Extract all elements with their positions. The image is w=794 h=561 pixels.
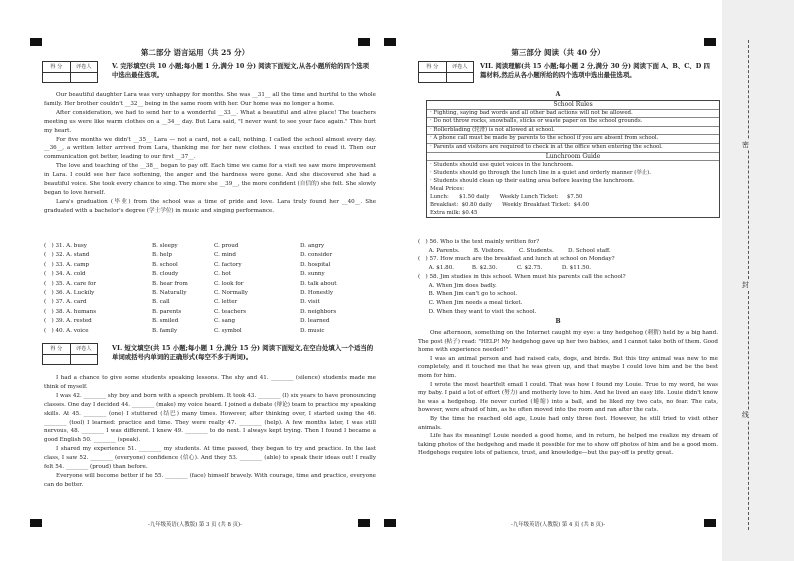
option-d[interactable]: D. neighbors xyxy=(300,308,337,315)
options-list xyxy=(44,242,376,336)
question-option: B. When Jim can't go to school. xyxy=(418,291,518,298)
option-row xyxy=(44,298,376,307)
right-page xyxy=(398,0,718,561)
question: ( ) 56. Who is the text mainly written for? xyxy=(418,239,540,245)
paragraph: Lara's graduation (毕业) from the school was a time of pride and love. Lara truly found her __40__. She graduated with a bachelor's degree (学士学位) in music and singing performance. xyxy=(44,198,376,214)
rule-item: · Fighting, saying bad words and all other bad actions will not be allowed. xyxy=(427,110,719,119)
option-d[interactable]: D. angry xyxy=(300,243,325,249)
grader-label: 评卷人 xyxy=(75,64,92,70)
left-page xyxy=(0,0,390,561)
option-d[interactable]: D. consider xyxy=(300,252,333,259)
paragraph: One afternoon, something on the Internet caught my eye: a tiny hedgehog (刺猬) held by a big hand. The post (帖子) read: "HELP! My hedgehog gave up her two babies, and I cannot take both of them. Good home with experience needed!" xyxy=(418,330,718,354)
rule-item: · Parents and visitors are required to check in at the office when entering the school. xyxy=(427,144,719,153)
option-b[interactable]: B. family xyxy=(152,327,178,334)
option-b[interactable]: B. cloudy xyxy=(152,271,179,278)
option-d[interactable]: D. visit xyxy=(300,299,320,306)
option-b[interactable]: B. sleepy xyxy=(152,243,178,249)
grader-label: 评卷人 xyxy=(451,64,468,70)
score-box xyxy=(42,61,98,83)
option-row xyxy=(44,317,376,326)
lunch-item: · Students should go through the lunch line in a quiet and orderly manner (举止). xyxy=(430,170,651,177)
paragraph: The love and teaching of the __38__ began to pay off. Each time we came for a visit we saw more improvement in Lara. I could see her face softening, the anger and the hardness were gone. And she discovered she had a beautiful voice. She took every chance to sing. The more she __39__, the more confident (自信的) she felt. She slowly began to love herself. xyxy=(44,163,376,196)
rule-item: · Do not throw rocks, snowballs, sticks or waste paper on the school grounds. xyxy=(427,118,719,127)
registration-mark xyxy=(704,38,716,46)
option-c[interactable]: C. Normally xyxy=(214,289,248,296)
school-rules-box xyxy=(426,100,720,218)
option-a[interactable]: ( ) 37. A. card xyxy=(44,299,87,306)
option-c[interactable]: C. letter xyxy=(214,299,238,306)
score-box xyxy=(42,343,98,365)
option-d[interactable]: D. talk about xyxy=(300,280,337,287)
option-row xyxy=(44,251,376,260)
lunch-item: · Students should clean up their eating area before leaving the lunchroom. xyxy=(430,178,635,185)
question-options: A. $1.80. B. $2.30. C. $2.75. D. $11.50. xyxy=(418,265,592,272)
option-d[interactable]: D. Honestly xyxy=(300,289,334,296)
fill-heading: VI. 短文填空(共 15 小题;每小题 1 分,满分 15 分) 阅读下面短文,在空白处填入一个适当的单词或括号内单词的正确形式(每空不多于两词)。 xyxy=(112,344,374,361)
option-d[interactable]: D. hospital xyxy=(300,261,331,268)
score-label: 得 分 xyxy=(43,62,71,72)
lunch-title: Lunchroom Guide xyxy=(427,153,719,162)
fill-passage xyxy=(44,374,376,490)
option-row xyxy=(44,327,376,336)
paragraph: For five months we didn't __35__ Lara — not a card, not a call, nothing. I called the school almost every day. __36__, a written letter arrived from Lara, thanking me for her new clothes. I was excited to read it. Then our communication got better, leading to our first __37__. xyxy=(44,136,376,161)
lunch-item: Extra milk: $0.45 xyxy=(430,210,478,217)
lunch-guide xyxy=(427,161,719,217)
score-label: 得 分 xyxy=(43,344,71,354)
score-box xyxy=(418,61,474,83)
seal-char: 线 xyxy=(742,411,749,419)
cloze-passage xyxy=(44,91,376,216)
registration-mark xyxy=(384,38,396,46)
page-footer: -九年级英语(人教版) 第 4 页 (共 8 页)- xyxy=(511,522,605,528)
option-b[interactable]: B. smiled xyxy=(152,318,179,325)
question-option: C. When Jim needs a meal ticket. xyxy=(418,299,523,306)
part-label: B xyxy=(555,318,561,325)
option-b[interactable]: B. school xyxy=(152,261,178,268)
registration-mark xyxy=(384,519,396,527)
passage-b xyxy=(418,329,718,458)
binding-margin xyxy=(722,0,794,561)
questions-a xyxy=(418,238,718,316)
paragraph: I wrote the most heartfelt email I could. That was how I found my Louie. True to my word, he was my baby. I paid a lot of effort (努力) and motherly love to him. And he lived an easy life. Louie didn't know he was a hedgehog. He never curled (蜷缩) into a ball, and he liked my two cats, no fear. The cats, however, were afraid of him, as he often moved into the room and ran after the cats. xyxy=(418,381,718,414)
option-c[interactable]: C. mind xyxy=(214,252,236,259)
option-b[interactable]: B. Naturally xyxy=(152,289,187,296)
option-a[interactable]: ( ) 35. A. care for xyxy=(44,280,97,287)
option-b[interactable]: B. parents xyxy=(152,308,182,315)
lunch-item: Meal Prices: xyxy=(430,186,465,193)
option-row xyxy=(44,280,376,289)
rule-item: · Rollerblading (轮滑) is not allowed at school. xyxy=(427,127,719,136)
paragraph: Our beautiful daughter Lara was very unhappy for months. She was __31__ all the time and hurtful to the whole family. Her brother couldn't __32__ being in the same room with her. Our home was no longer a home. xyxy=(44,92,376,107)
page-footer: -九年级英语(人教版) 第 3 页 (共 8 页)- xyxy=(148,522,242,528)
paragraph: Life has its meaning! Louie needed a good home, and in return, he helped me realize my dream of taking photos of the hedgehog and made it possible for me to show off photos of him and be a good mom. Hedgehogs require lots of patience, trust, and knowledge—but the pay-off is pretty great. xyxy=(418,433,718,457)
option-c[interactable]: C. proud xyxy=(214,243,239,249)
option-row xyxy=(44,242,376,251)
option-a[interactable]: ( ) 31. A. busy xyxy=(44,243,87,249)
option-a[interactable]: ( ) 39. A. rested xyxy=(44,318,92,325)
paragraph: I was 42. ________ shy boy and born with a speech problem. It took 43. ________ (I) six years to have pronouncing classes. One day I decided 44. ________ (make) my voice heard. I joined a debate (辩论) team to practice my speaking skills. At 45. ________ (one) I stuttered (结巴) many times. However, after thinking over, I started using the 46. ________ (tool) I learned: practice and time. They were really 47. ________ (help). A few months later, I was still nervous, 48. ________ I was different. I knew 49. ________ to do next. I always kept trying. Then I found I became a good English 50. ________ (speak). xyxy=(44,392,376,444)
option-c[interactable]: C. sang xyxy=(214,318,236,325)
option-c[interactable]: C. teachers xyxy=(214,308,247,315)
question-option: D. When they want to visit the school. xyxy=(418,308,537,315)
option-c[interactable]: C. hot xyxy=(214,271,231,278)
paragraph: After consideration, we had to send her to a wonderful __33__. What a beautiful and alive place! The teachers meeting us were like warm clothes on a __34__ day. But Lara said, "I never want to see your face again." This hurt my heart. xyxy=(44,109,376,134)
option-a[interactable]: ( ) 34. A. cold xyxy=(44,271,86,278)
section-title: 第三部分 阅读（共 40 分） xyxy=(511,48,605,57)
paragraph: I had a chance to give some students speaking lessons. The shy and 41. ________ (silence) students made me think of myself. xyxy=(44,375,376,390)
question-options: A. Parents. B. Visitors. C. Students. D. School staff. xyxy=(418,247,611,254)
option-a[interactable]: ( ) 36. A. Luckily xyxy=(44,289,95,296)
seal-char: 封 xyxy=(742,281,749,289)
lunch-item: · Students should use quiet voices in the lunchroom. xyxy=(430,162,574,169)
seal-char: 密 xyxy=(742,141,749,149)
paragraph: By the time he reached old age, Louie had only three feet. However, he still tried to visit other animals. xyxy=(418,415,718,431)
option-b[interactable]: B. help xyxy=(152,252,172,259)
option-row xyxy=(44,308,376,317)
lunch-item: Breakfast: $0.80 daily Weekly Breakfast Ticket: $4.00 xyxy=(430,202,590,209)
registration-mark xyxy=(358,38,370,46)
lunch-item: Lunch: $1.50 daily Weekly Lunch Ticket: $7.50 xyxy=(430,194,583,201)
rules-title: School Rules xyxy=(427,101,719,110)
score-label: 得 分 xyxy=(419,62,447,72)
section-title: 第二部分 语言运用（共 25 分） xyxy=(140,48,250,57)
paragraph: I was an animal person and had raised cats, dogs, and birds. But this tiny animal was new to me completely, and it touched me that he was given up, and that maybe I could love him and be the best mom for him. xyxy=(418,355,718,379)
option-a[interactable]: ( ) 32. A. stand xyxy=(44,252,90,259)
option-row xyxy=(44,270,376,279)
grader-label: 评卷人 xyxy=(75,346,92,352)
question: ( ) 57. How much are the breakfast and lunch at school on Monday? xyxy=(418,256,615,263)
option-a[interactable]: ( ) 40. A. voice xyxy=(44,327,89,334)
reading-heading: VII. 阅读理解(共 15 小题;每小题 2 分,满分 30 分) 阅读下面 A、B、C、D 四篇材料,然后从各小题所给的四个选项中选出最佳选项。 xyxy=(480,62,710,79)
option-b[interactable]: B. call xyxy=(152,299,170,306)
option-d[interactable]: D. sunny xyxy=(300,271,325,278)
question: ( ) 58. Jim studies in this school. When must his parents call the school? xyxy=(418,273,626,280)
rule-item: · A phone call must be made by parents to the school if you are absent from school. xyxy=(427,135,719,144)
paragraph: Everyone will become better if he 55. ________ (face) himself bravely. With courage, time and practice, everyone can do better. xyxy=(44,472,376,488)
cloze-heading: V. 完形填空(共 10 小题;每小题 1 分,满分 10 分) 阅读下面短文,从各小题所给的四个选项中选出最佳选项。 xyxy=(112,62,370,79)
option-c[interactable]: C. factory xyxy=(214,261,242,268)
option-d[interactable]: D. music xyxy=(300,327,325,334)
option-c[interactable]: C. look for xyxy=(214,280,244,287)
option-row xyxy=(44,289,376,298)
option-c[interactable]: C. symbol xyxy=(214,327,242,334)
question-option: A. When Jim does badly. xyxy=(418,282,497,289)
paragraph: I shared my experience 51. ________ my students. At time passed, they began to try and practice. In the last class, I saw 52. ________ (everyone) confidence (信心). And they 53. ________ (able) to speak their ideas out! I really felt 54. ________ (proud) than before. xyxy=(44,446,376,471)
option-row xyxy=(44,261,376,270)
option-a[interactable]: ( ) 38. A. humans xyxy=(44,308,97,315)
option-b[interactable]: B. hear from xyxy=(152,280,188,287)
registration-mark xyxy=(30,38,42,46)
part-label: A xyxy=(555,91,561,98)
option-d[interactable]: D. learned xyxy=(300,318,330,325)
option-a[interactable]: ( ) 33. A. camp xyxy=(44,261,90,268)
